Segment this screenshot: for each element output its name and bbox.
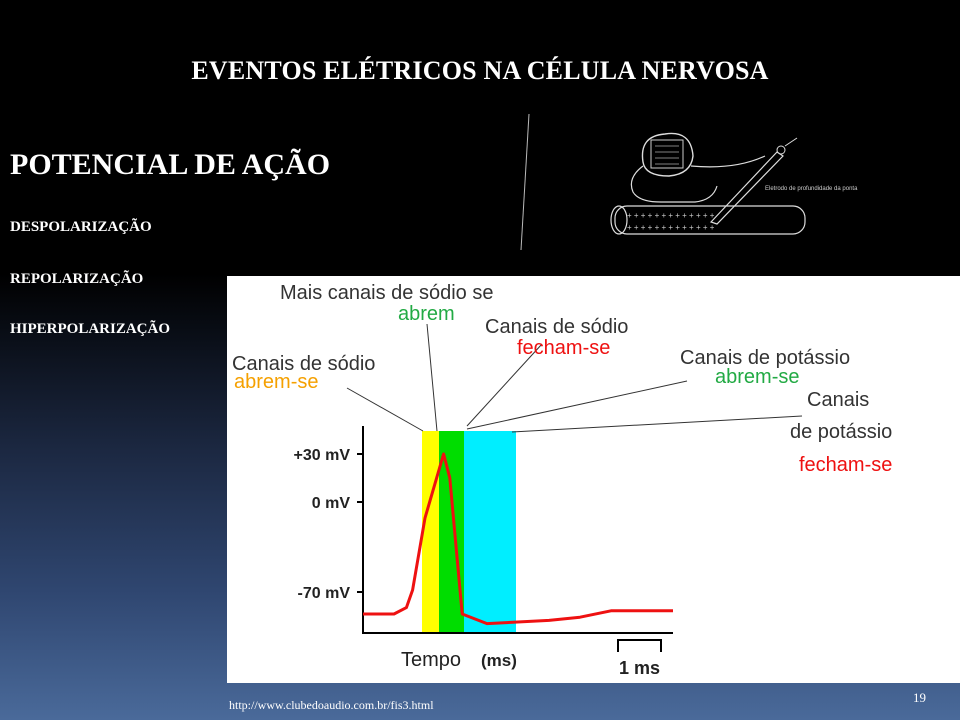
term-repolarizacao: REPOLARIZAÇÃO: [10, 271, 144, 287]
electrode-label: Eletrodo de profundidade da ponta: [765, 186, 858, 192]
x-axis-unit: (ms): [481, 651, 517, 670]
slide-title: EVENTOS ELÉTRICOS NA CÉLULA NERVOSA: [191, 56, 769, 85]
source-link[interactable]: http://www.clubedoaudio.com.br/fis3.html: [229, 698, 434, 712]
x-axis-label: Tempo: [401, 649, 462, 671]
leader-na-open: [347, 388, 423, 431]
annotation-more-na-title: Mais canais de sódio se: [280, 282, 494, 304]
slide-subtitle: POTENCIAL DE AÇÃO: [10, 148, 331, 181]
svg-text:+ + + + + + + + + + + + +: + + + + + + + + + + + + +: [627, 211, 715, 220]
action-potential-chart: [227, 276, 960, 683]
y-tick-label-minus70: -70 mV: [297, 585, 350, 602]
leader-k-open: [467, 381, 687, 429]
membrane-potential-trace: [363, 454, 673, 624]
divider-line: [521, 114, 529, 250]
annotation-k-open-title: Canais de potássio: [680, 347, 851, 369]
leader-k-close: [512, 416, 802, 432]
electrode-icon: [711, 138, 797, 224]
phase-band-k-open: [464, 431, 516, 632]
annotation-k-close-subtitle: de potássio: [790, 421, 893, 443]
annotation-more-na-status: abrem: [398, 303, 455, 325]
annotation-na-open-title: Canais de sódio: [232, 353, 376, 375]
annotation-na-open-status: abrem-se: [234, 371, 319, 393]
time-scale-bar: [618, 640, 661, 652]
term-despolarizacao: DESPOLARIZAÇÃO: [10, 219, 152, 235]
annotation-na-close-status: fecham-se: [517, 337, 611, 359]
y-tick-label-0: 0 mV: [311, 495, 350, 512]
annotation-na-close-title: Canais de sódio: [485, 316, 629, 338]
action-potential-figure: [227, 276, 960, 683]
svg-text:+ + + + + + + + + + + + +: + + + + + + + + + + + + +: [627, 223, 715, 232]
term-hiperpolarizacao: HIPERPOLARIZAÇÃO: [10, 321, 171, 337]
page-number: 19: [913, 690, 926, 705]
neuron-cell-body-icon: [642, 133, 693, 176]
leader-more-na: [427, 324, 437, 431]
neuron-electrode-illustration: [515, 112, 885, 272]
annotation-k-close-status: fecham-se: [799, 454, 893, 476]
axon-icon: [611, 156, 805, 234]
annotation-k-close-title: Canais: [807, 389, 870, 411]
phase-band-na-open: [422, 431, 439, 632]
annotation-k-open-status: abrem-se: [715, 366, 800, 388]
y-tick-label-30: +30 mV: [293, 447, 350, 464]
scale-bar-label: 1 ms: [619, 658, 661, 678]
